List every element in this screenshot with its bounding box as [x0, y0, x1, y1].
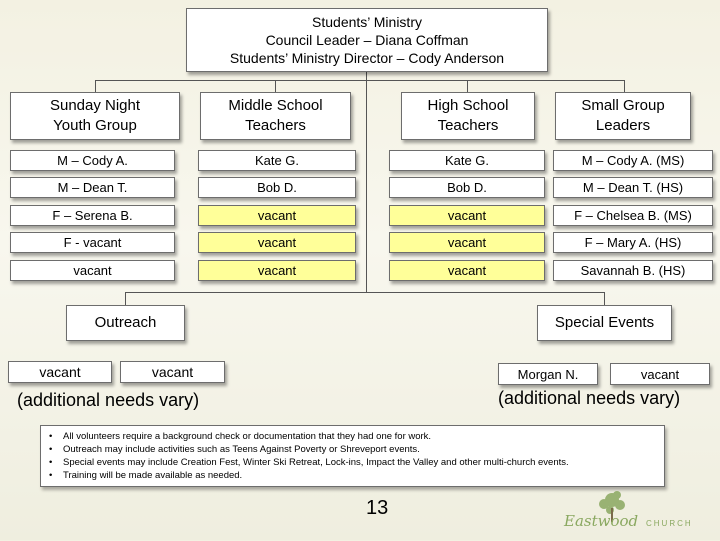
column-header-line1: Sunday Night	[49, 97, 141, 114]
column-header-line1: High School	[427, 97, 509, 114]
ministry-title: Students’ Ministry	[312, 14, 422, 30]
role-cell: M – Dean T. (HS)	[553, 177, 713, 198]
outreach-box: Outreach	[66, 305, 185, 341]
column-header-line1: Small Group	[581, 97, 665, 114]
special-events-member: vacant	[610, 363, 710, 385]
role-cell: F – Chelsea B. (MS)	[553, 205, 713, 226]
role-cell-vacant: vacant	[198, 205, 356, 226]
notes-box	[40, 425, 665, 487]
connector-col4-drop	[624, 80, 625, 92]
council-leader-name: Diana Coffman	[371, 32, 469, 48]
column-header-small-group	[555, 92, 691, 140]
svg-text:CHURCH: CHURCH	[646, 519, 693, 528]
role-cell: Bob D.	[198, 177, 356, 198]
outreach-member: vacant	[8, 361, 112, 383]
note-text: All volunteers require a background check or documentation that they had one for work.	[63, 431, 432, 442]
note-text: Training will be made available as needed.	[63, 470, 243, 481]
column-header-line2: Leaders	[595, 117, 651, 134]
role-cell: F - vacant	[10, 232, 175, 253]
role-cell: Kate G.	[198, 150, 356, 171]
column-header-line2: Teachers	[245, 117, 306, 134]
ministry-leadership-box	[186, 8, 548, 72]
connector-bottom-bar	[125, 292, 605, 293]
note-item: • Outreach may include activities such as Teens Against Poverty or Shreveport events.	[49, 444, 420, 455]
role-cell-vacant: vacant	[389, 260, 545, 281]
note-text: Special events may include Creation Fest, Winter Ski Retreat, Lock-ins, Impact the Valley and other multi-church events.	[63, 457, 569, 468]
director-role: Students’ Ministry Director	[229, 50, 393, 66]
connector-col2-drop	[275, 80, 276, 92]
connector-top-trunk	[366, 72, 367, 293]
page-number: 13	[366, 497, 389, 519]
svg-text:Eastwood: Eastwood	[564, 512, 639, 530]
role-cell: M – Cody A.	[10, 150, 175, 171]
church-logo	[560, 486, 710, 536]
column-header-line1: Middle School	[228, 97, 323, 114]
note-item: • All volunteers require a background check or documentation that they had one for work.	[49, 431, 432, 442]
special-events-box: Special Events	[537, 305, 672, 341]
column-header-line2: Teachers	[437, 117, 499, 134]
director-line	[230, 49, 504, 67]
connector-top-bar	[95, 80, 625, 81]
column-header-middle-school	[200, 92, 351, 140]
council-leader-line	[266, 31, 469, 49]
special-events-note: (additional needs vary)	[498, 388, 681, 408]
note-text: Outreach may include activities such as Teens Against Poverty or Shreveport events.	[63, 444, 420, 455]
note-item: • Special events may include Creation Fest, Winter Ski Retreat, Lock-ins, Impact the Valley and other multi-church events.	[49, 457, 569, 468]
role-cell: Bob D.	[389, 177, 545, 198]
column-header-line2: Youth Group	[53, 117, 137, 134]
role-cell-vacant: vacant	[389, 232, 545, 253]
role-cell-vacant: vacant	[389, 205, 545, 226]
role-cell: M – Dean T.	[10, 177, 175, 198]
special-events-member: Morgan N.	[498, 363, 598, 385]
column-header-high-school	[401, 92, 535, 140]
outreach-note: (additional needs vary)	[17, 390, 200, 410]
outreach-member: vacant	[120, 361, 225, 383]
role-cell-vacant: vacant	[198, 232, 356, 253]
role-cell: Kate G.	[389, 150, 545, 171]
role-cell-vacant: vacant	[198, 260, 356, 281]
role-cell: Savannah B. (HS)	[553, 260, 713, 281]
note-item: • Training will be made available as needed.	[49, 470, 243, 481]
connector-col3-drop	[467, 80, 468, 92]
connector-events-drop	[604, 292, 605, 305]
role-cell: vacant	[10, 260, 175, 281]
role-cell: F – Serena B.	[10, 205, 175, 226]
connector-col1-drop	[95, 80, 96, 92]
connector-outreach-drop	[125, 292, 126, 305]
role-cell: F – Mary A. (HS)	[553, 232, 713, 253]
column-header-sunday-night	[10, 92, 180, 140]
tree-icon	[560, 486, 710, 536]
director-name: – Cody Anderson	[392, 50, 505, 66]
role-cell: M – Cody A. (MS)	[553, 150, 713, 171]
council-leader-role: Council Leader –	[265, 32, 372, 48]
